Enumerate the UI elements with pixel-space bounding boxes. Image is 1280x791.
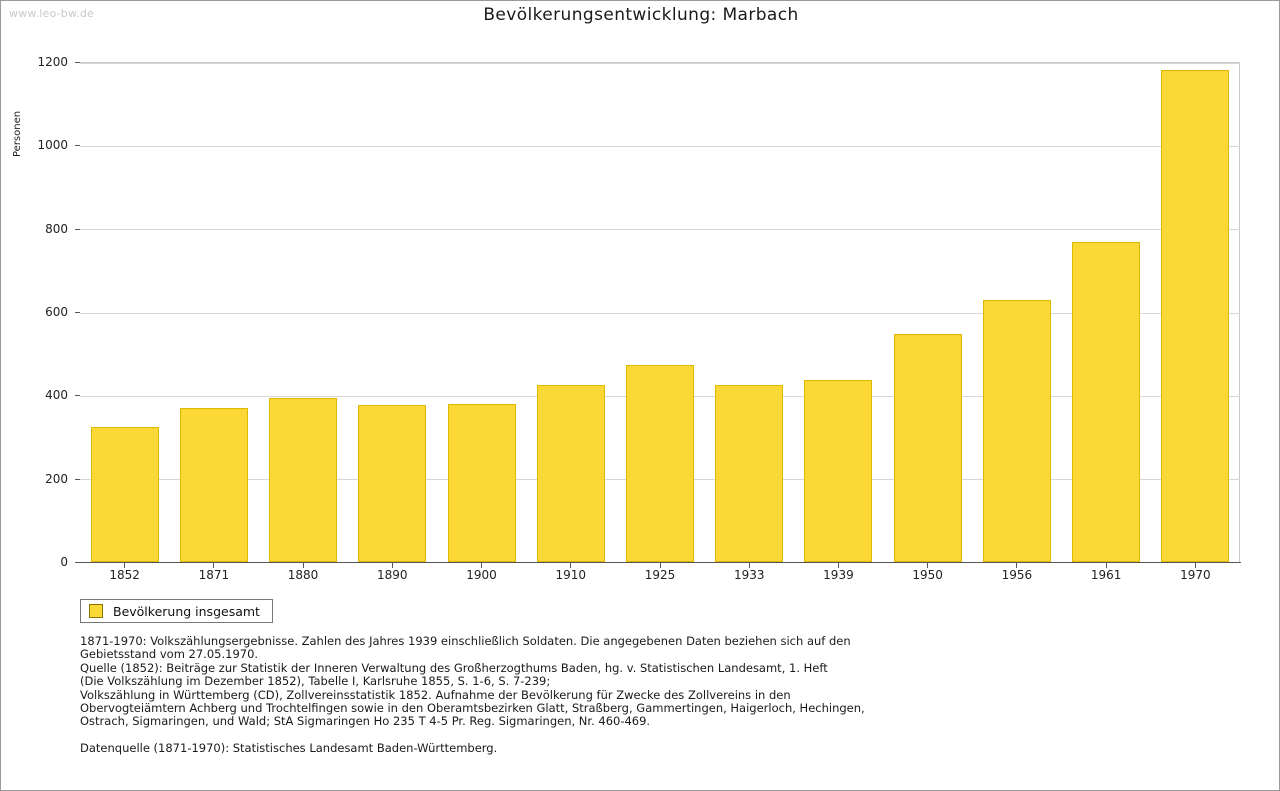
x-axis-line (80, 562, 1241, 563)
gridline (80, 63, 1240, 64)
y-tick-label: 200 (45, 471, 68, 486)
bar[interactable] (626, 365, 694, 562)
bar[interactable] (269, 398, 337, 562)
x-tick-label: 1933 (733, 568, 765, 582)
legend-color-swatch (89, 604, 103, 618)
x-tick-mark (213, 563, 214, 568)
x-tick-mark (392, 563, 393, 568)
y-tick-label: 1200 (37, 55, 68, 69)
x-tick-label: 1970 (1180, 568, 1211, 582)
bar[interactable] (1161, 70, 1229, 562)
x-tick-mark (570, 563, 571, 568)
x-tick-label: 1950 (912, 568, 943, 582)
y-tick-mark (75, 312, 80, 313)
x-tick-label: 1961 (1090, 568, 1122, 582)
x-tick-mark (124, 563, 125, 568)
bar[interactable] (180, 408, 248, 562)
x-tick-mark (481, 563, 482, 568)
footnote-line-2: Gebietsstand vom 27.05.1970. (80, 647, 259, 662)
x-tick-label: 1910 (555, 568, 587, 582)
x-tick-label: 1852 (109, 568, 140, 582)
footnote-source: Datenquelle (1871-1970): Statistisches Landesamt Baden-Württemberg. (80, 740, 498, 755)
x-tick-mark (1106, 563, 1107, 568)
footnote-line-4: (Die Volkszählung im Dezember 1852), Tabelle I, Karlsruhe 1855, S. 1-6, S. 7-239; (80, 674, 551, 689)
gridline (80, 146, 1240, 147)
x-tick-mark (660, 563, 661, 568)
chart-title: Bevölkerungsentwicklung: Marbach (483, 5, 799, 25)
legend-series-label: Bevölkerung insgesamt (113, 603, 260, 619)
bar[interactable] (91, 427, 159, 562)
bar[interactable] (983, 300, 1051, 562)
chart-legend (80, 599, 273, 623)
y-tick-label: 800 (45, 221, 68, 236)
x-tick-label: 1956 (1001, 568, 1033, 582)
footnote-line-1: 1871-1970: Volkszählungsergebnisse. Zahlen des Jahres 1939 einschließlich Soldaten. Die angegebenen Daten beziehen sich auf den (80, 634, 851, 648)
plot-area (80, 62, 1240, 562)
x-tick-label: 1925 (644, 568, 676, 582)
x-tick-label: 1900 (466, 568, 497, 582)
bar[interactable] (448, 404, 516, 562)
y-tick-mark (75, 562, 80, 563)
gridline (80, 313, 1240, 314)
y-tick-mark (75, 229, 80, 230)
x-tick-label: 1871 (198, 568, 230, 582)
footnote-line-7: Ostrach, Sigmaringen, und Wald; StA Sigmaringen Ho 235 T 4-5 Pr. Reg. Sigmaringen, Nr. 460-469. (80, 714, 651, 729)
y-tick-label: 0 (60, 555, 68, 569)
bar[interactable] (537, 385, 605, 562)
x-tick-mark (1016, 563, 1017, 568)
y-tick-label: 600 (45, 305, 68, 319)
y-tick-mark (75, 479, 80, 480)
bar[interactable] (804, 380, 872, 562)
x-tick-mark (749, 563, 750, 568)
footnote-line-5: Volkszählung in Württemberg (CD), Zollvereinsstatistik 1852. Aufnahme der Bevölkerung für Zwecke des Zollvereins in den (80, 687, 791, 702)
x-tick-label: 1880 (287, 568, 319, 582)
y-tick-mark (75, 145, 80, 146)
x-tick-label: 1890 (377, 568, 408, 582)
footnote-line-6: Obervogteiämtern Achberg und Trochtelfingen sowie in den Oberamtsbezirken Glatt, Straßberg, Gammertingen, Haigerloch, Hechingen, (80, 701, 865, 716)
site-watermark: www.leo-bw.de (9, 7, 95, 20)
footnote-spacer (80, 729, 1190, 742)
bar[interactable] (715, 385, 783, 563)
x-tick-mark (927, 563, 928, 568)
bar[interactable] (1072, 242, 1140, 562)
y-tick-label: 1000 (37, 138, 68, 153)
y-tick-mark (75, 395, 80, 396)
x-tick-mark (303, 563, 304, 568)
gridline (80, 229, 1240, 230)
y-tick-label: 400 (45, 388, 68, 403)
x-tick-label: 1939 (823, 568, 854, 582)
chart-footnotes (80, 635, 1190, 755)
x-tick-mark (1195, 563, 1196, 568)
bar[interactable] (894, 334, 962, 562)
y-tick-mark (75, 62, 80, 63)
y-axis-label: Personen (12, 110, 23, 157)
footnote-line-3: Quelle (1852): Beiträge zur Statistik der Inneren Verwaltung des Großherzogthums Baden, hg. v. Statistischen Landesamt, 1. Heft (80, 660, 828, 675)
x-tick-mark (838, 563, 839, 568)
bar[interactable] (358, 405, 426, 562)
